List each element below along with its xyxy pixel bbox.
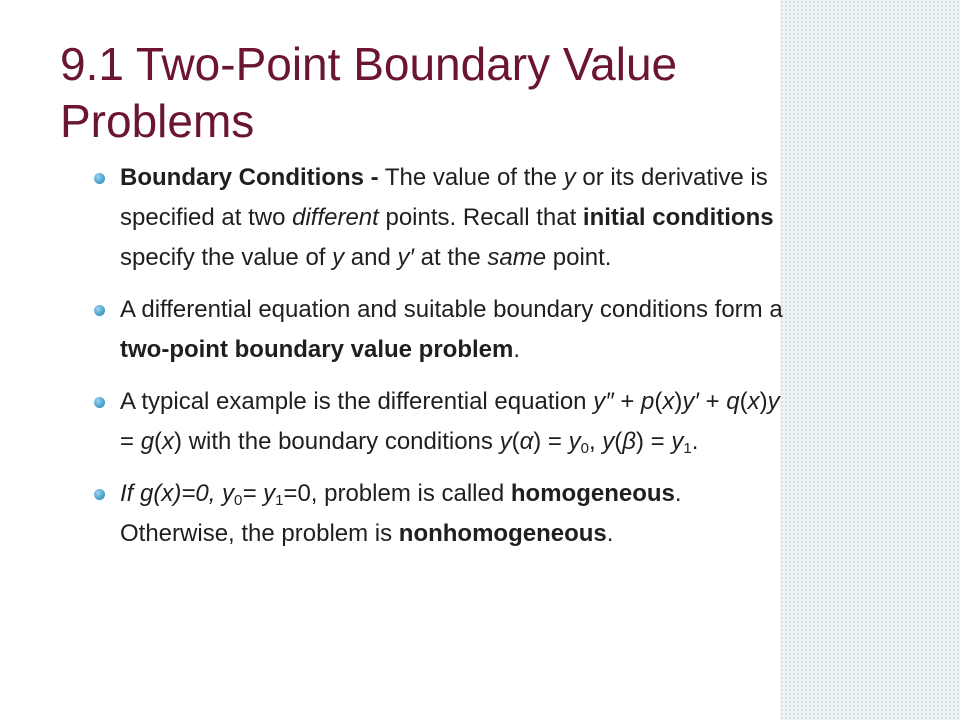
text: The value of the	[378, 164, 564, 191]
math: y	[767, 388, 780, 415]
text: ) =	[533, 428, 569, 455]
text: =	[120, 428, 141, 455]
math: x	[162, 428, 175, 455]
text: =0, problem is called	[283, 480, 511, 507]
math-condition: If g(x)=0, y	[120, 480, 235, 507]
emphasis-same: same	[487, 244, 547, 271]
term-two-point-bvp: two-point boundary value problem	[120, 336, 514, 363]
text: (	[739, 388, 748, 415]
text: at the	[414, 244, 488, 271]
text: +	[613, 388, 642, 415]
text: ,	[588, 428, 603, 455]
text: point.	[546, 244, 612, 271]
bullet-typical-example	[90, 382, 790, 462]
text: or its derivative is specified at two	[120, 164, 768, 231]
bullet-homogeneous	[90, 474, 790, 554]
text: ) with the boundary conditions	[174, 428, 500, 455]
math: y″	[593, 388, 614, 415]
math-condition: = y	[242, 480, 276, 507]
text: +	[698, 388, 727, 415]
math: y′	[682, 388, 699, 415]
math-beta: β	[622, 428, 637, 455]
text: .	[606, 520, 614, 547]
text: ) =	[636, 428, 672, 455]
bullet-list	[90, 158, 790, 566]
text: )	[674, 388, 683, 415]
subscript: 1	[275, 492, 284, 509]
math-y-prime: y′	[397, 244, 415, 271]
text: and	[344, 244, 398, 271]
subscript: 1	[683, 440, 692, 457]
text: .	[691, 428, 699, 455]
text: A differential equation and suitable boundary conditions form a	[120, 296, 783, 323]
text: . Otherwise, the problem is	[120, 480, 682, 547]
term-boundary-conditions: Boundary Conditions -	[120, 164, 379, 191]
subscript: 0	[234, 492, 243, 509]
text: (	[511, 428, 520, 455]
text: .	[513, 336, 521, 363]
text: A typical example is the differential equation	[120, 388, 594, 415]
math: q	[726, 388, 740, 415]
term-homogeneous: homogeneous	[510, 480, 675, 507]
text: points. Recall that	[378, 204, 583, 231]
math: y	[499, 428, 512, 455]
text: (	[614, 428, 623, 455]
math: x	[662, 388, 675, 415]
text: )	[759, 388, 768, 415]
subscript: 0	[580, 440, 589, 457]
math: y	[568, 428, 581, 455]
term-initial-conditions: initial conditions	[582, 204, 774, 231]
text: (	[654, 388, 663, 415]
bullet-two-point-bvp	[90, 290, 790, 370]
slide-title: 9.1 Two-Point Boundary Value Problems	[60, 38, 678, 147]
bullet-boundary-conditions	[90, 158, 790, 278]
emphasis-different: different	[292, 204, 379, 231]
math-alpha: α	[519, 428, 534, 455]
math-y: y	[563, 164, 576, 191]
term-nonhomogeneous: nonhomogeneous	[398, 520, 607, 547]
math: p	[641, 388, 655, 415]
text: specify the value of	[120, 244, 333, 271]
math-y: y	[332, 244, 345, 271]
math: y	[671, 428, 684, 455]
math: g	[140, 428, 155, 455]
math: y	[602, 428, 615, 455]
text: (	[154, 428, 163, 455]
math: x	[747, 388, 760, 415]
